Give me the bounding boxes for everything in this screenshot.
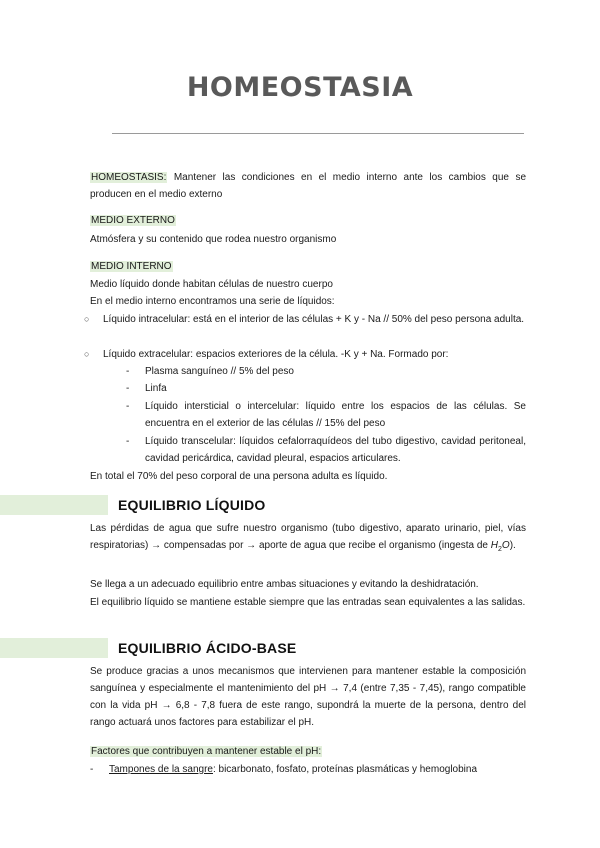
circle-bullet-icon: ○ <box>84 314 90 324</box>
title-divider <box>112 133 524 134</box>
circle-bullet-icon: ○ <box>84 349 90 359</box>
tampones-item <box>109 761 477 778</box>
medio-interno-heading-wrap <box>90 258 173 275</box>
bullet-extracelular: Líquido extracelular: espacios exteriores de la célula. -K y + Na. Formado por: <box>103 349 449 360</box>
dash-bullet-icon: - <box>126 436 130 447</box>
bullet-intracelular: Líquido intracelular: está en el interior de las células + K y - Na // 50% del peso persona adulta. <box>103 314 525 325</box>
dash-bullet-icon: - <box>126 401 130 412</box>
factores-heading: Factores que contribuyen a mantener estable el pH: <box>91 746 322 757</box>
equilibrio-acido-base-p1: Se produce gracias a unos mecanismos que intervienen para mantener estable la composición sanguínea y especialmente el mantenimiento del pH → 7,4 (entre 7,35 - 7,45), rango compatible con la vida pH → 6,8 - 7,8 fuera de este rango, supondrá la muerte de la persona, dentro del rango actuará unos factores para estabilizar el pH. <box>90 666 526 728</box>
factores-heading-wrap <box>90 743 322 760</box>
eq-liquido-p1-end: ). <box>509 540 516 551</box>
homeostasis-text: Mantener las condiciones en el medio interno ante los cambios que se producen en el medio externo <box>90 172 526 200</box>
medio-interno-text-1: Medio líquido donde habitan células de nuestro cuerpo <box>90 279 333 290</box>
h2o-subscript: 2 <box>498 546 502 553</box>
eq-liquido-p1-text: Las pérdidas de agua que sufre nuestro organismo (tubo digestivo, aparato urinario, piel, vías respiratorias) → compensadas por → aporte de agua que recibe el organismo (ingesta de <box>90 523 526 551</box>
section-band <box>0 638 108 658</box>
sub-item-transcelular: Líquido transcelular: líquidos cefalorraquídeos del tubo digestivo, cavidad peritoneal, cavidad pericárdica, cavidad pleural, espacios articulares. <box>145 436 526 464</box>
sub-item-linfa: Linfa <box>145 383 167 394</box>
dash-bullet-icon: - <box>126 366 130 377</box>
tampones-text: : bicarbonato, fosfato, proteínas plasmáticas y hemoglobina <box>212 764 478 775</box>
h-symbol: H <box>490 540 499 551</box>
page-title: HOMEOSTASIA <box>186 72 414 103</box>
medio-externo-text: Atmósfera y su contenido que rodea nuestro organismo <box>90 234 337 245</box>
section-band <box>0 495 108 515</box>
tampones-label: Tampones de la sangre <box>109 764 213 775</box>
sub-item-intersticial: Líquido intersticial o intercelular: líquido entre los espacios de las células. Se encuentra en el exterior de las células // 15% del peso <box>145 401 526 429</box>
sub-item-plasma: Plasma sanguíneo // 5% del peso <box>145 366 294 377</box>
equilibrio-liquido-p2: Se llega a un adecuado equilibrio entre ambas situaciones y evitando la deshidratación. <box>90 579 479 590</box>
medio-externo-heading-wrap <box>90 212 176 229</box>
equilibrio-acido-base-heading: EQUILIBRIO ÁCIDO-BASE <box>118 640 297 656</box>
total-text: En total el 70% del peso corporal de una persona adulta es líquido. <box>90 471 388 482</box>
equilibrio-liquido-p3: El equilibrio líquido se mantiene estable siempre que las entradas sean equivalentes a las salidas. <box>90 597 526 608</box>
dash-bullet-icon: - <box>126 383 130 394</box>
homeostasis-definition <box>90 169 526 203</box>
o-symbol: O <box>501 540 510 551</box>
medio-interno-text-2: En el medio interno encontramos una serie de líquidos: <box>90 296 335 307</box>
equilibrio-liquido-p1 <box>90 520 526 558</box>
medio-externo-heading: MEDIO EXTERNO <box>91 215 175 226</box>
dash-bullet-icon: - <box>90 764 94 775</box>
medio-interno-heading: MEDIO INTERNO <box>91 261 172 272</box>
homeostasis-label: HOMEOSTASIS: <box>91 172 167 183</box>
equilibrio-liquido-heading: EQUILIBRIO LÍQUIDO <box>118 497 266 513</box>
